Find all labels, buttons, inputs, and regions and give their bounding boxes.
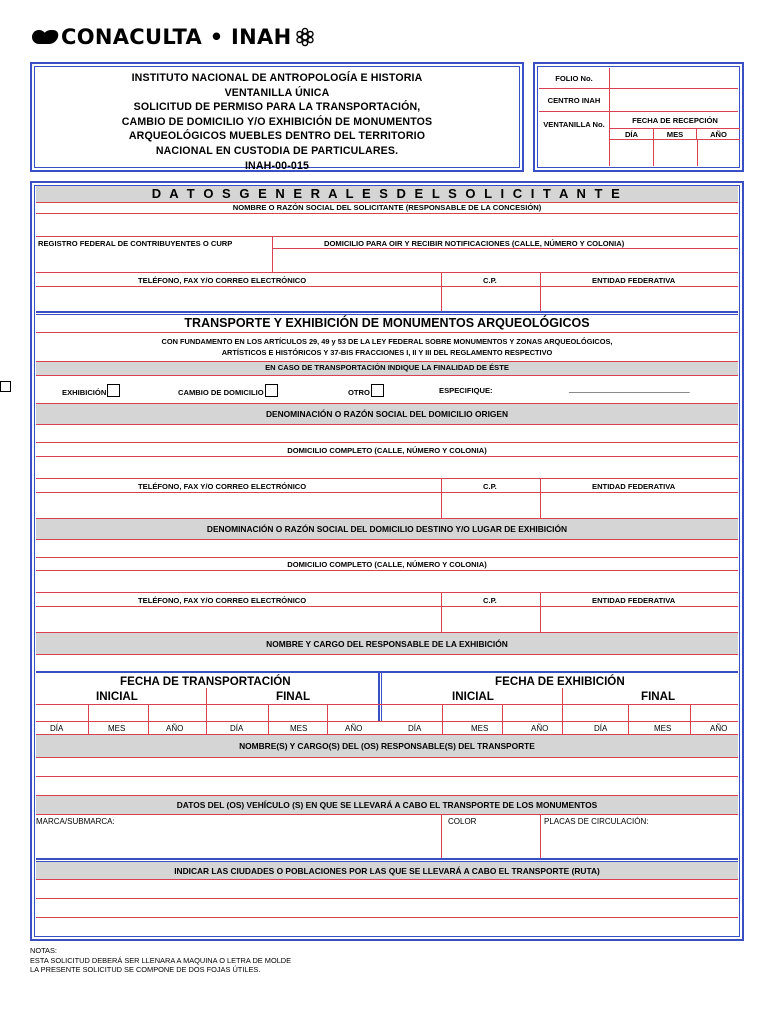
fecha-dia-label: DÍA	[610, 128, 653, 140]
marca-label: MARCA/SUBMARCA:	[36, 817, 115, 826]
fecha-mes-label: MES	[653, 128, 697, 140]
origen-telefono-field[interactable]	[36, 493, 441, 518]
destino-cp-label: C.P.	[483, 596, 497, 605]
institution-line: SOLICITUD DE PERMISO PARA LA TRANSPORTACIÓN,	[133, 101, 421, 114]
exhibicion-label: EXHIBICIÓN	[62, 388, 107, 397]
date-col: DÍA	[230, 724, 244, 733]
logo-text: CONACULTA • INAH	[61, 25, 292, 49]
fecha-exhibicion-title: FECHA DE EXHIBICIÓN	[495, 675, 625, 688]
destino-domicilio-label: DOMICILIO COMPLETO (CALLE, NÚMERO Y COLONIA)	[287, 560, 487, 569]
destino-telefono-field[interactable]	[36, 607, 441, 632]
fecha-transportacion-title: FECHA DE TRANSPORTACIÓN	[120, 675, 291, 688]
notes-line-2: LA PRESENTE SOLICITUD SE COMPONE DE DOS FOJAS ÚTILES.	[30, 965, 261, 975]
marca-field[interactable]	[36, 827, 441, 858]
date-col: DÍA	[50, 724, 64, 733]
color-field[interactable]	[442, 827, 540, 858]
exhibicion-option[interactable]	[62, 384, 120, 397]
rfc-label: REGISTRO FEDERAL DE CONTRIBUYENTES O CURP	[38, 239, 233, 248]
institution-line: INSTITUTO NACIONAL DE ANTROPOLOGÍA E HISTORIA	[131, 72, 423, 84]
entidad-label: ENTIDAD FEDERATIVA	[592, 276, 676, 285]
fecha-mes-field[interactable]	[653, 140, 654, 166]
placas-field[interactable]	[541, 827, 738, 858]
especifique-label: ESPECIFIQUE:	[439, 386, 493, 395]
date-col: MES	[654, 724, 672, 733]
fecha-anio-label: AÑO	[697, 128, 740, 140]
transportacion-inicial: INICIAL	[96, 690, 138, 703]
transporte-title: TRANSPORTE Y EXHIBICIÓN DE MONUMENTOS ARQUEOLÓGICOS	[184, 316, 590, 330]
solicitante-title: D A T O S G E N E R A L E S D E L S O L I C I T A N T E	[151, 186, 623, 201]
folio-box	[533, 62, 744, 172]
notes-title: NOTAS:	[30, 946, 57, 955]
date-col: DÍA	[594, 724, 608, 733]
nombre-field[interactable]	[36, 214, 738, 236]
origen-domicilio-field[interactable]	[36, 457, 738, 478]
institution-header	[30, 62, 524, 172]
entidad-field[interactable]	[541, 287, 738, 311]
destino-nombre-field[interactable]	[36, 540, 738, 557]
folio-field[interactable]	[609, 68, 740, 88]
domicilio-field[interactable]	[273, 249, 738, 271]
exhibicion-final: FINAL	[641, 690, 676, 703]
responsable-exhibicion-field[interactable]	[36, 655, 738, 671]
notes	[30, 946, 291, 975]
date-col: DÍA	[408, 724, 422, 733]
fecha-recepcion-label: FECHA DE RECEPCIÓN	[632, 115, 718, 125]
institution-line: ARQUEOLÓGICOS MUEBLES DENTRO DEL TERRITORIO	[128, 130, 426, 143]
ruta-field-1[interactable]	[36, 880, 738, 898]
centro-inah-field[interactable]	[609, 89, 740, 111]
origen-title: DENOMINACIÓN O RAZÓN SOCIAL DEL DOMICILIO ORIGEN	[265, 409, 509, 419]
cambio-option[interactable]	[178, 384, 278, 397]
responsable-exhibicion-title: NOMBRE Y CARGO DEL RESPONSABLE DE LA EXHIBICIÓN	[266, 639, 508, 649]
folio-label: FOLIO No.	[555, 73, 593, 83]
exhibicion-inicial: INICIAL	[452, 690, 494, 703]
telefono-label: TELÉFONO, FAX Y/O CORREO ELECTRÓNICO	[138, 276, 307, 285]
origen-cp-label: C.P.	[483, 482, 497, 491]
form-code: INAH-00-015	[244, 159, 310, 172]
date-col: AÑO	[531, 724, 549, 733]
origen-entidad-label: ENTIDAD FEDERATIVA	[592, 482, 676, 491]
nombre-label: NOMBRE O RAZÓN SOCIAL DEL SOLICITANTE (RESPONSABLE DE LA CONCESIÓN)	[232, 203, 542, 212]
date-col: AÑO	[345, 724, 363, 733]
especifique-field[interactable]: _______________________________	[569, 386, 690, 393]
cp-field[interactable]	[442, 287, 540, 311]
color-label: COLOR	[448, 817, 477, 826]
fundamento-line-1: CON FUNDAMENTO EN LOS ARTÍCULOS 29, 49 y 53 DE LA LEY FEDERAL SOBRE MONUMENTOS Y ZONAS ARQUEOLÓGICOS,	[161, 337, 613, 346]
telefono-field[interactable]	[36, 287, 441, 311]
date-col: MES	[108, 724, 126, 733]
fundamento-line-2: ARTÍSTICOS E HISTÓRICOS Y 37-BIS FRACCIONES I, II Y III DEL REGLAMENTO RESPECTIVO	[221, 348, 553, 357]
centro-inah-label: CENTRO INAH	[547, 95, 601, 105]
cambio-checkbox[interactable]	[265, 384, 278, 397]
destino-domicilio-field[interactable]	[36, 571, 738, 592]
otro-option[interactable]	[348, 384, 384, 397]
ruta-title: INDICAR LAS CIUDADES O POBLACIONES POR LAS QUE SE LLEVARÁ A CABO EL TRANSPORTE (RUTA)	[174, 866, 600, 876]
vehiculos-title: DATOS DEL (OS) VEHÍCULO (S) EN QUE SE LLEVARÁ A CABO EL TRANSPORTE DE LOS MONUMENTOS	[176, 800, 598, 810]
conaculta-logo-icon	[32, 29, 60, 45]
conaculta-inah-logo	[32, 24, 315, 50]
notes-line-1: ESTA SOLICITUD DEBERÁ SER LLENARA A MAQUINA O LETRA DE MOLDE	[30, 955, 292, 965]
date-col: MES	[290, 724, 308, 733]
origen-domicilio-label: DOMICILIO COMPLETO (CALLE, NÚMERO Y COLONIA)	[287, 446, 487, 455]
origen-telefono-label: TELÉFONO, FAX Y/O CORREO ELECTRÓNICO	[138, 482, 307, 491]
date-col: MES	[471, 724, 489, 733]
ruta-field-3[interactable]	[36, 918, 738, 935]
ventanilla-label: VENTANILLA No.	[543, 120, 605, 129]
date-col: AÑO	[710, 724, 728, 733]
cp-label: C.P.	[483, 276, 497, 285]
destino-entidad-label: ENTIDAD FEDERATIVA	[592, 596, 676, 605]
cambio-label: CAMBIO DE DOMICILIO	[178, 388, 264, 397]
institution-line: CAMBIO DE DOMICILIO Y/O EXHIBICIÓN DE MONUMENTOS	[121, 115, 433, 128]
destino-title: DENOMINACIÓN O RAZÓN SOCIAL DEL DOMICILIO DESTINO Y/O LUGAR DE EXHIBICIÓN	[206, 524, 568, 534]
responsables-transporte-title: NOMBRE(S) Y CARGO(S) DEL (OS) RESPONSABLE(S) DEL TRANSPORTE	[239, 741, 535, 751]
responsable-transporte-field-2[interactable]	[36, 777, 738, 795]
inah-emblem-icon	[295, 27, 315, 47]
destino-telefono-label: TELÉFONO, FAX Y/O CORREO ELECTRÓNICO	[138, 596, 307, 605]
origen-nombre-field[interactable]	[36, 425, 738, 442]
domicilio-label: DOMICILIO PARA OIR Y RECIBIR NOTIFICACIONES (CALLE, NÚMERO Y COLONIA)	[324, 239, 625, 248]
finalidad-label: EN CASO DE TRANSPORTACIÓN INDIQUE LA FINALIDAD DE ÉSTE	[265, 363, 509, 372]
rfc-field[interactable]	[36, 249, 272, 271]
date-col: AÑO	[166, 724, 184, 733]
main-form	[30, 181, 744, 941]
otro-checkbox[interactable]	[371, 384, 384, 397]
institution-line: NACIONAL EN CUSTODIA DE PARTICULARES.	[155, 144, 399, 157]
placas-label: PLACAS DE CIRCULACIÓN:	[544, 817, 649, 826]
institution-line: VENTANILLA ÚNICA	[224, 86, 330, 99]
otro-label: OTRO	[348, 388, 370, 397]
exhibicion-checkbox[interactable]	[107, 384, 120, 397]
ruta-field-2[interactable]	[36, 899, 738, 917]
transportacion-final: FINAL	[276, 690, 311, 703]
fecha-anio-field[interactable]	[697, 140, 698, 166]
responsable-transporte-field-1[interactable]	[36, 758, 738, 776]
margin-checkbox[interactable]	[0, 381, 11, 392]
